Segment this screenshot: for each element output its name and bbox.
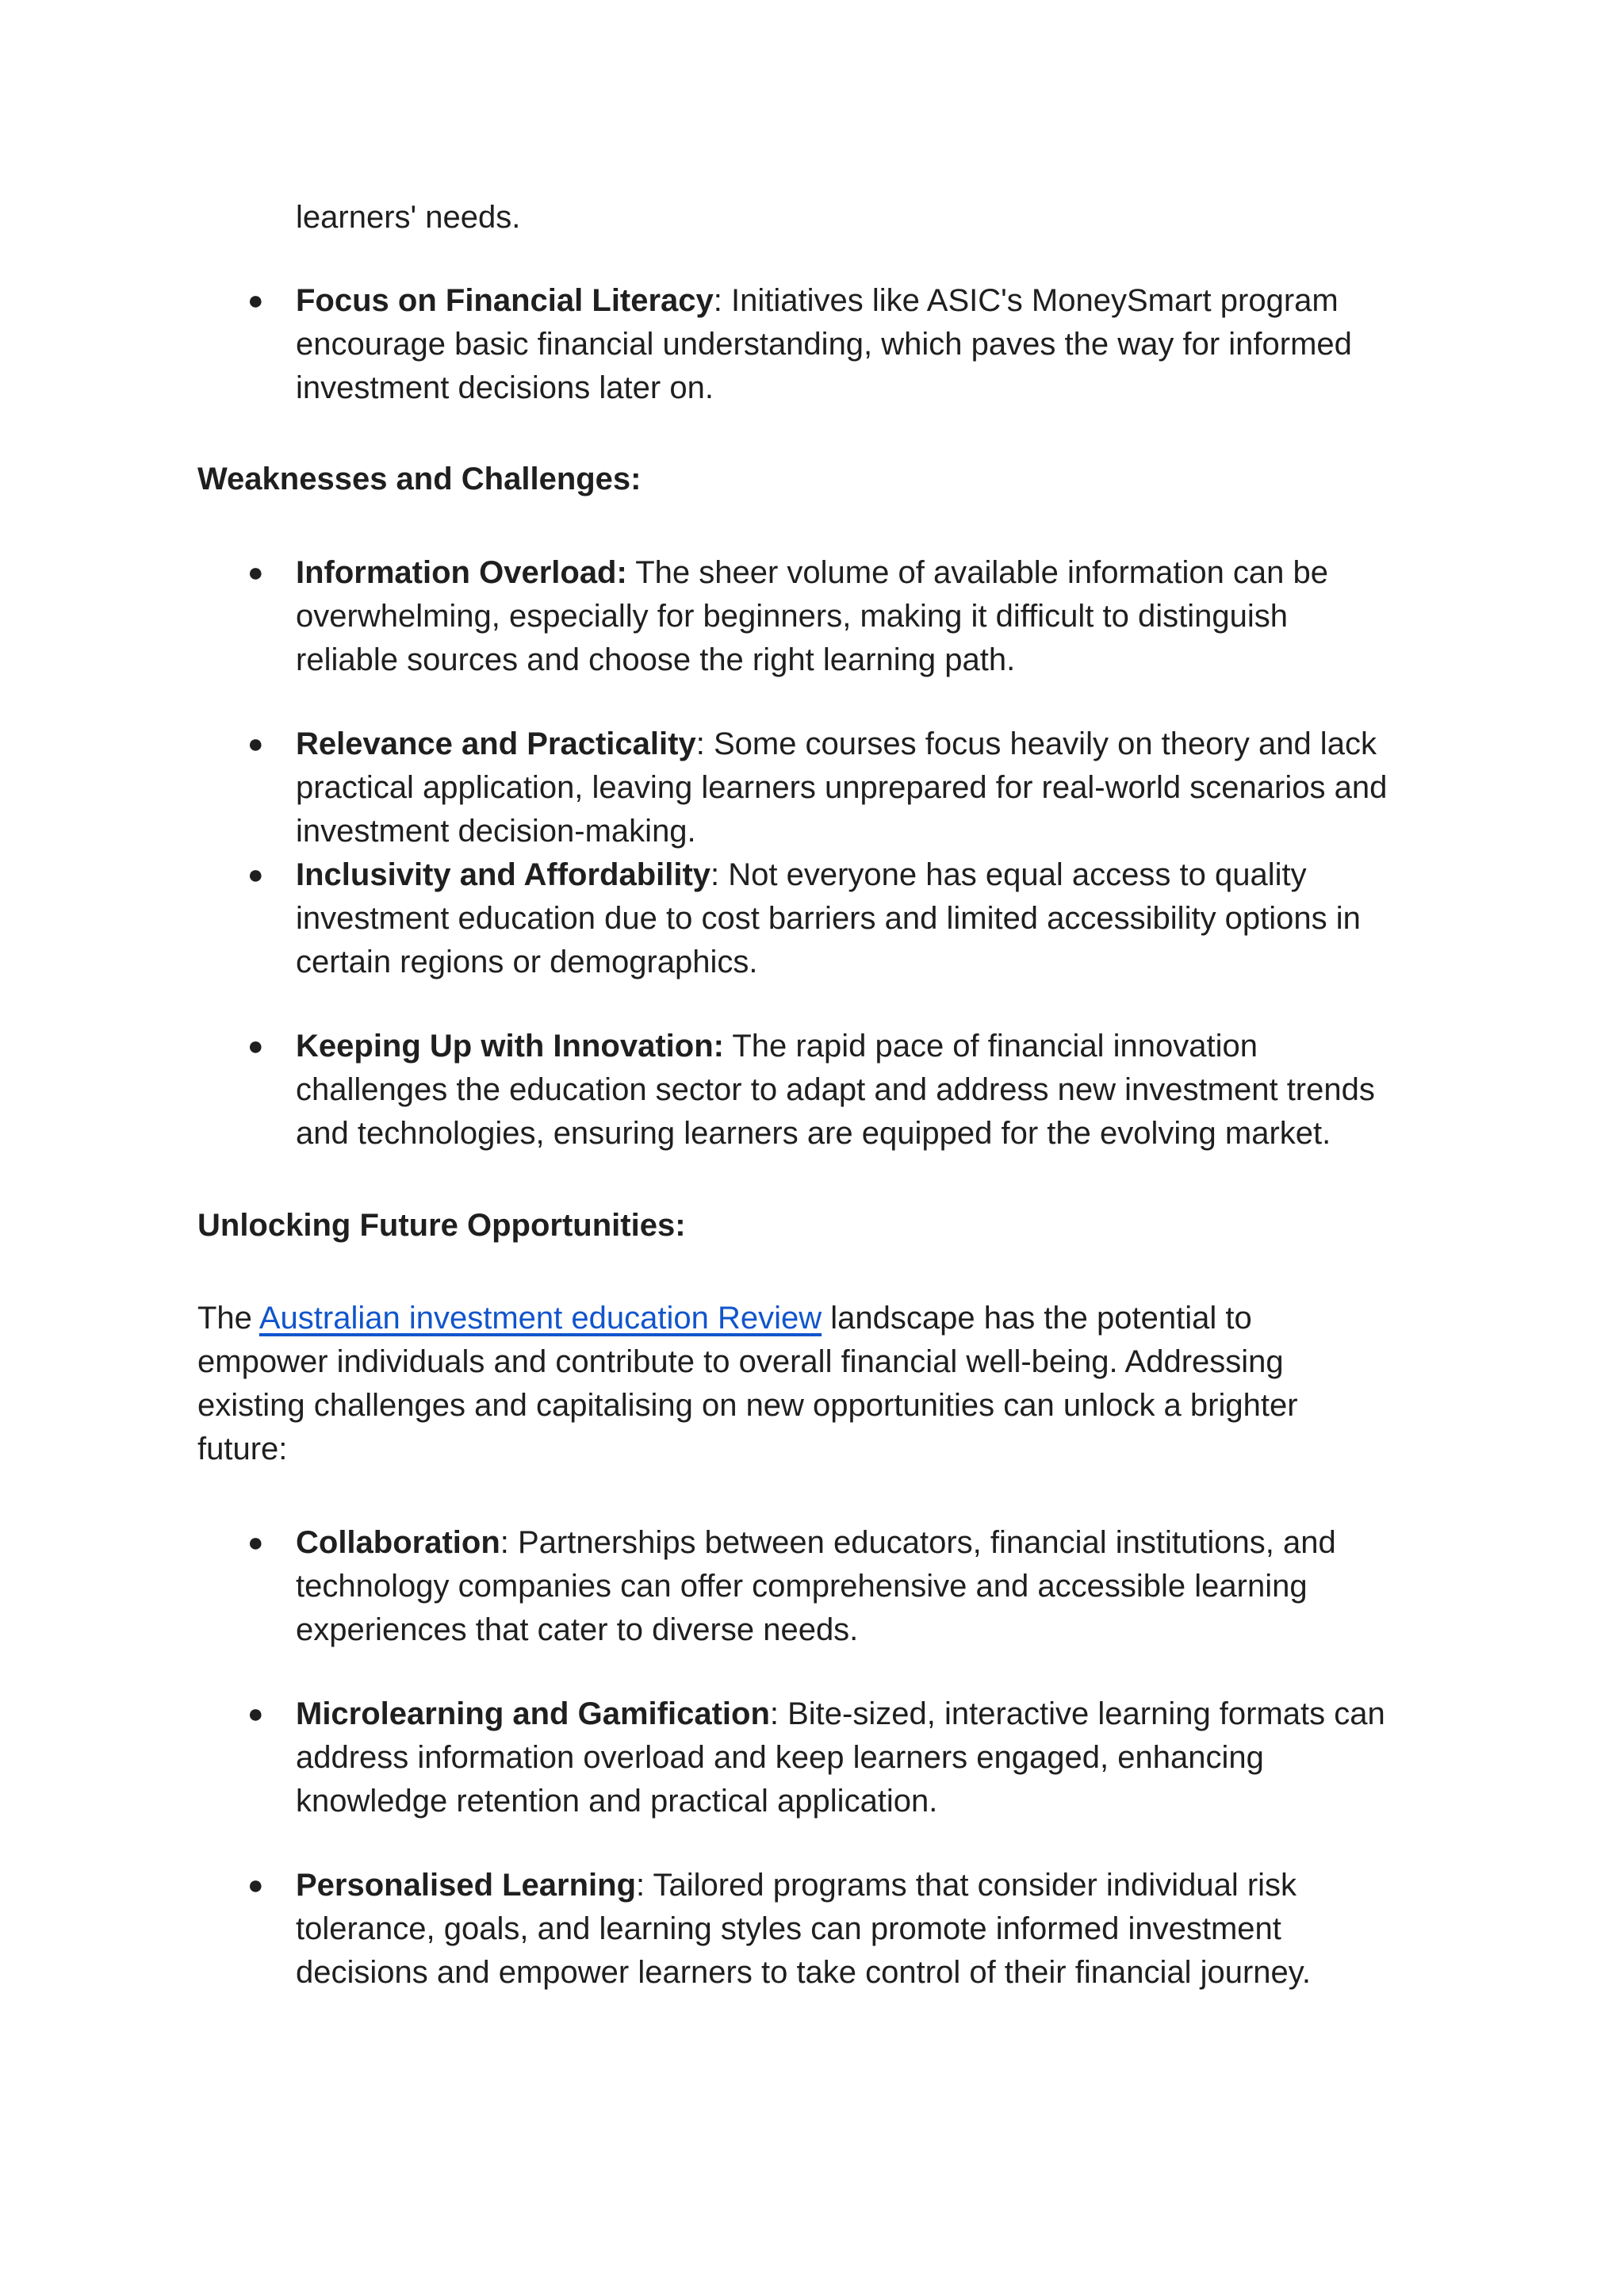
list-item-term: Inclusivity and Affordability (296, 857, 711, 892)
list-item-term: Personalised Learning (296, 1868, 637, 1903)
list-item-text: reliable sources and choose the right learning path. (296, 642, 1016, 677)
list-item-term: Relevance and Practicality (296, 726, 696, 761)
bullet-icon: ● (247, 860, 264, 890)
list-item-information-overload (296, 551, 1328, 595)
list-item-text: certain regions or demographics. (296, 945, 758, 979)
paragraph-line (197, 1297, 1252, 1340)
list-item-text: investment decisions later on. (296, 370, 714, 405)
list-item-text: address information overload and keep learners engaged, enhancing (296, 1740, 1264, 1775)
list-item-text: : Not everyone has equal access to quality (710, 857, 1307, 892)
list-item-term: Microlearning and Gamification (296, 1696, 770, 1731)
list-item-text: and technologies, ensuring learners are equipped for the evolving market. (296, 1116, 1331, 1151)
list-item-microlearning (296, 1692, 1385, 1736)
paragraph-line: existing challenges and capitalising on new opportunities can unlock a brighter (197, 1388, 1298, 1423)
list-item-text: : Initiatives like ASIC's MoneySmart program (713, 283, 1339, 318)
list-item-text: : Some courses focus heavily on theory and lack (695, 726, 1377, 761)
list-item-text: The rapid pace of financial innovation (723, 1029, 1258, 1064)
list-item-text: knowledge retention and practical application. (296, 1784, 938, 1819)
list-item-innovation (296, 1025, 1258, 1068)
list-item-text: The sheer volume of available information can be (626, 555, 1329, 590)
list-item-text: encourage basic financial understanding, which paves the way for informed (296, 327, 1352, 362)
list-item-text: practical application, leaving learners unprepared for real-world scenarios and (296, 770, 1388, 805)
paragraph-text: The (197, 1301, 259, 1336)
bullet-icon: ● (247, 729, 264, 759)
list-item-text: overwhelming, especially for beginners, making it difficult to distinguish (296, 599, 1288, 634)
list-item-text: investment decision-making. (296, 814, 696, 849)
bullet-icon: ● (247, 1031, 264, 1061)
list-item-term: Information Overload: (296, 555, 627, 590)
bullet-icon: ● (247, 558, 264, 588)
list-item-text: challenges the education sector to adapt and address new investment trends (296, 1072, 1375, 1107)
review-link[interactable]: Australian investment education Review (259, 1301, 822, 1336)
list-item-personalised-learning (296, 1864, 1297, 1907)
list-item-term: Keeping Up with Innovation: (296, 1029, 724, 1064)
list-item-text: : Partnerships between educators, financial institutions, and (500, 1525, 1336, 1560)
section-heading-weaknesses: Weaknesses and Challenges: (197, 462, 642, 496)
paragraph-line: empower individuals and contribute to overall financial well-being. Addressing (197, 1344, 1284, 1379)
list-item-inclusivity (296, 853, 1307, 897)
list-item-text: technology companies can offer comprehensive and accessible learning (296, 1569, 1308, 1604)
list-item-text: tolerance, goals, and learning styles can promote informed investment (296, 1911, 1281, 1946)
bullet-icon: ● (247, 1527, 264, 1558)
list-item-term: Collaboration (296, 1525, 500, 1560)
list-item-relevance (296, 723, 1377, 766)
paragraph-text: landscape has the potential to (822, 1301, 1252, 1336)
section-heading-opportunities: Unlocking Future Opportunities: (197, 1208, 686, 1243)
list-item-collaboration (296, 1521, 1336, 1565)
list-item-text: experiences that cater to diverse needs. (296, 1612, 859, 1647)
list-item-term: Focus on Financial Literacy (296, 283, 714, 318)
paragraph-line: learners' needs. (296, 200, 521, 235)
list-item-text: investment education due to cost barriers and limited accessibility options in (296, 901, 1361, 936)
list-item-text: : Bite-sized, interactive learning formats can (769, 1696, 1385, 1731)
paragraph-line: future: (197, 1432, 288, 1466)
list-item-text: : Tailored programs that consider individual risk (636, 1868, 1297, 1903)
list-item-financial-literacy (296, 279, 1339, 323)
list-item-text: decisions and empower learners to take control of their financial journey. (296, 1955, 1311, 1990)
bullet-icon: ● (247, 286, 264, 316)
bullet-icon: ● (247, 1699, 264, 1729)
bullet-icon: ● (247, 1870, 264, 1900)
